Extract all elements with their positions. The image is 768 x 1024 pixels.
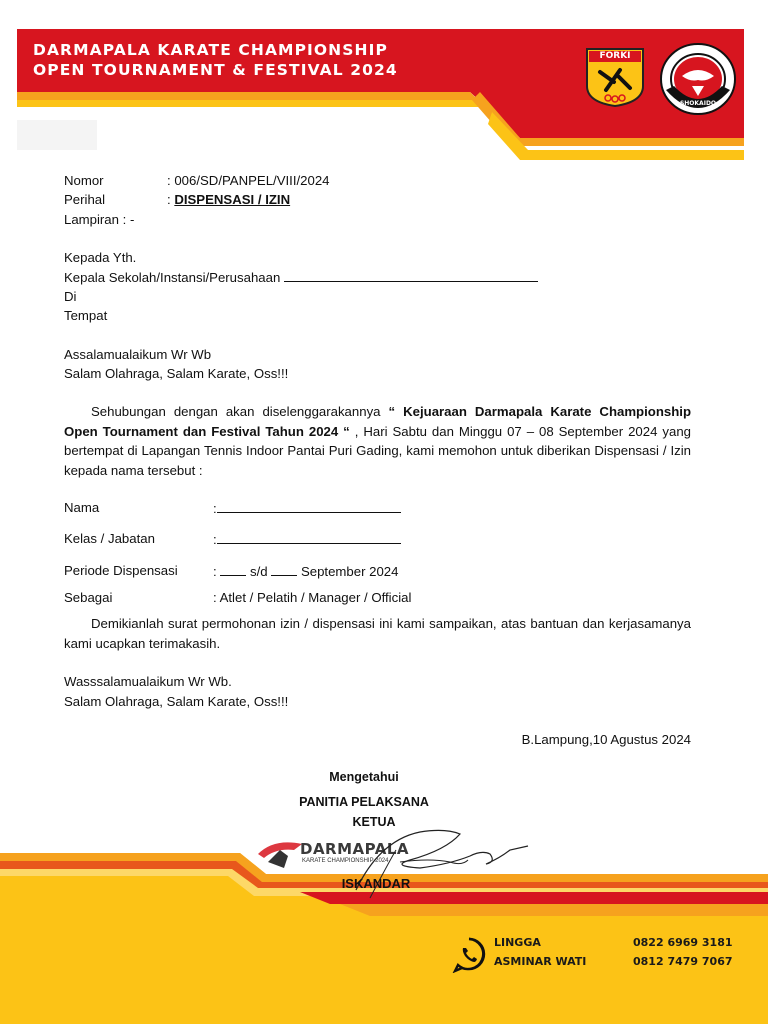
signatory-name: ISKANDAR <box>341 876 411 891</box>
recipient-blank-line <box>284 269 538 282</box>
nomor-value: : 006/SD/PANPEL/VIII/2024 <box>167 173 330 188</box>
committee-title: PANITIA PELAKSANA <box>299 795 429 809</box>
contact-phone-1[interactable]: 0822 6969 3181 <box>633 936 733 949</box>
stamp-title: DARMAPALA <box>300 840 410 858</box>
closing-paragraph: Demikianlah surat permohonan izin / dispensasi ini kami sampaikan, atas bantuan dan kerjasamanya kami ucapkan terimakasih. <box>64 616 691 651</box>
greeting-line-2: Salam Olahraga, Salam Karate, Oss!!! <box>64 366 289 381</box>
nomor-label: Nomor <box>64 173 104 188</box>
periode-month: September 2024 <box>300 564 399 579</box>
banner-title-line1: DARMAPALA KARATE CHAMPIONSHIP <box>33 41 388 59</box>
periode-label: Periode Dispensasi <box>64 563 178 578</box>
sebagai-label: Sebagai <box>64 590 113 605</box>
periode-field[interactable] <box>213 563 398 579</box>
sebagai-value: : Atlet / Pelatih / Manager / Official <box>213 590 412 605</box>
body-text-a: Sehubungan dengan akan diselenggarakannya <box>91 404 389 419</box>
contact-phone-2[interactable]: 0812 7479 7067 <box>633 955 733 968</box>
periode-colon: : <box>213 564 217 579</box>
lampiran: Lampiran : - <box>64 212 135 227</box>
forki-logo-text: FORKI <box>599 51 631 61</box>
place-date: B.Lampung,10 Agustus 2024 <box>521 732 691 747</box>
kelas-blank-line <box>217 531 401 544</box>
banner-title-line2: OPEN TOURNAMENT & FESTIVAL 2024 <box>33 61 398 79</box>
kelas-colon: : <box>213 532 217 547</box>
body-paragraph <box>64 402 691 480</box>
periode-end-blank <box>271 563 297 576</box>
farewell-line-1: Wasssalamualaikum Wr Wb. <box>64 674 232 689</box>
nama-field[interactable] <box>213 500 401 516</box>
kelas-field[interactable] <box>213 531 401 547</box>
perihal-label: Perihal <box>64 192 106 207</box>
perihal-colon: : <box>167 192 175 207</box>
kelas-label: Kelas / Jabatan <box>64 531 155 546</box>
nama-colon: : <box>213 501 217 516</box>
contact-name-1: LINGGA <box>494 936 541 949</box>
shotokan-logo <box>658 42 738 116</box>
recipient-line-4: Tempat <box>64 308 108 323</box>
header-banner <box>0 0 768 170</box>
mengetahui: Mengetahui <box>329 770 399 784</box>
shotokan-logo-bottom-text: SHOKAIDO <box>679 100 717 107</box>
stamp-subtitle: KARATE CHAMPIONSHIP 2024 <box>302 858 389 864</box>
recipient-line-3: Di <box>64 289 77 304</box>
nama-label: Nama <box>64 500 100 515</box>
nama-blank-line <box>217 500 401 513</box>
greeting-line-1: Assalamualaikum Wr Wb <box>64 347 212 362</box>
whatsapp-icon <box>452 937 486 973</box>
body-text-b: , Hari Sabtu dan Minggu 07 – 08 September 2024 yang bertempat di Lapangan Tennis Indoor Pantai Puri Gading, kami memohon untuk diberikan Dispensasi / Izin kepada nama tersebut : <box>64 423 691 478</box>
recipient-title: Kepala Sekolah/Instansi/Perusahaan <box>64 270 281 285</box>
recipient-line-1: Kepada Yth. <box>64 250 137 265</box>
perihal-value: DISPENSASI / IZIN <box>174 192 291 207</box>
farewell-line-2: Salam Olahraga, Salam Karate, Oss!!! <box>64 694 289 709</box>
forki-logo <box>584 46 646 108</box>
periode-sd: s/d <box>250 564 268 579</box>
periode-start-blank <box>220 563 246 576</box>
body-event-name: “ Kejuaraan Darmapala Karate Championship Open Tournament dan Festival Tahun 2024 “ <box>64 404 691 439</box>
committee-role: KETUA <box>352 815 396 829</box>
recipient-line-2 <box>64 269 538 285</box>
header-banner-shapes <box>0 0 768 170</box>
contact-name-2: ASMINAR WATI <box>494 955 587 968</box>
perihal-row <box>167 192 290 207</box>
